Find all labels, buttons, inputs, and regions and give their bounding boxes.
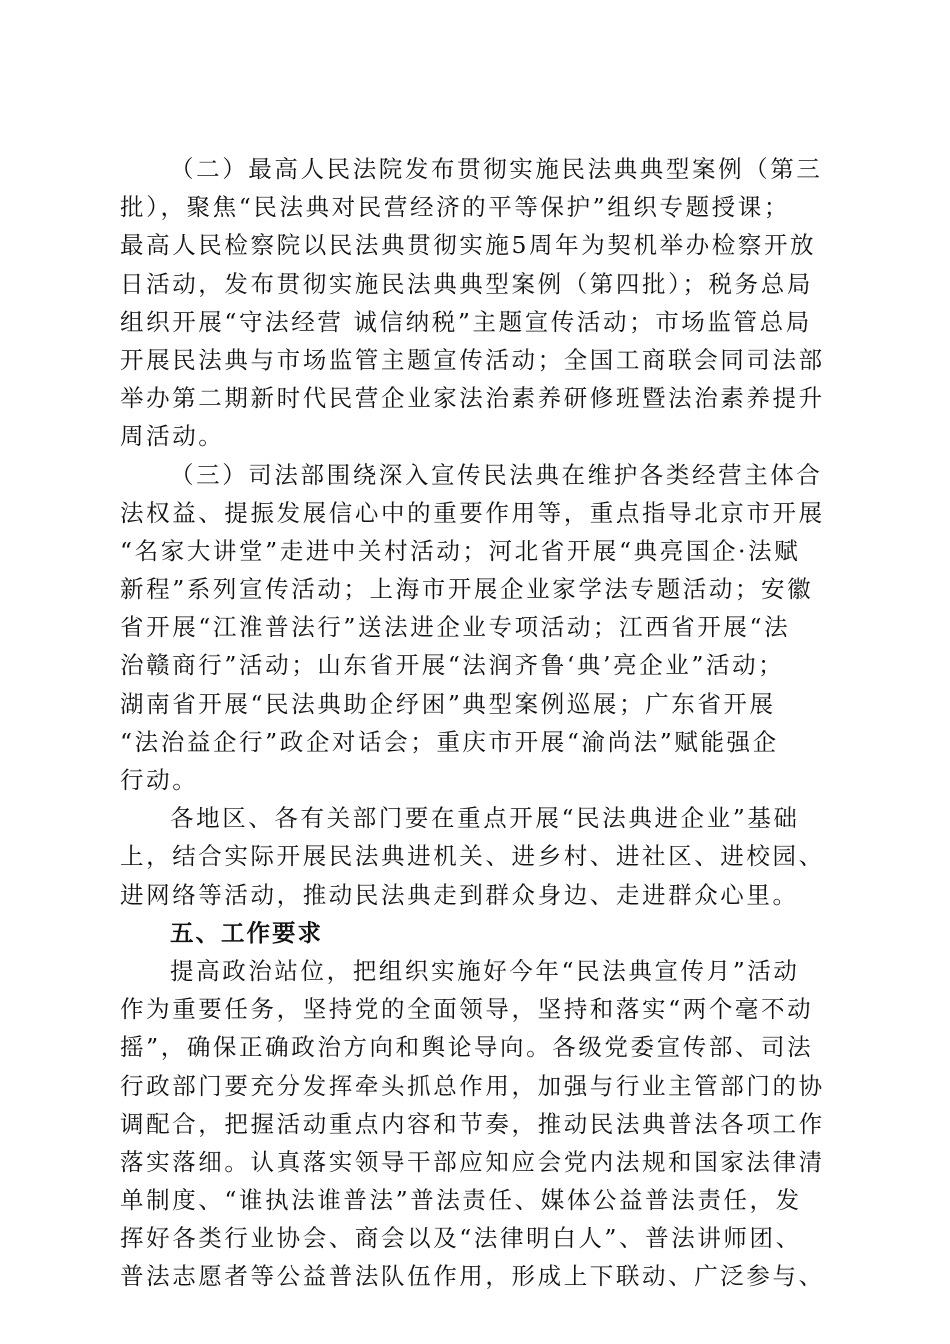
paragraph-5-line-6: 落实落细。认真落实领导干部应知应会党内法规和国家法律清: [120, 1147, 825, 1176]
paragraph-3-line-2: 法权益、提振发展信心中的重要作用等，重点指导北京市开展: [120, 498, 825, 527]
paragraph-4-line-3: 进网络等活动，推动民法典走到群众身边、走进群众心里。: [120, 880, 799, 909]
section-heading: 五、工作要求: [170, 918, 323, 947]
paragraph-5-line-3: 摇”，确保正确政治方向和舆论导向。各级党委宣传部、司法: [120, 1033, 814, 1062]
paragraph-3-line-6: 治赣商行”活动；山东省开展“法润齐鲁‘典’亮企业”活动；: [120, 651, 785, 680]
paragraph-3-line-5: 省开展“江淮普法行”送法进企业专项活动；江西省开展“法: [120, 613, 791, 642]
paragraph-3-line-4: 新程”系列宣传活动；上海市开展企业家学法专题活动；安徽: [120, 575, 814, 604]
paragraph-3-line-1: （三）司法部围绕深入宣传民法典在维护各类经营主体合: [170, 460, 823, 489]
paragraph-3-line-9: 行动。: [120, 766, 199, 794]
paragraph-2-line-1: （二）最高人民法院发布贯彻实施民法典典型案例（第三: [170, 155, 823, 183]
paragraph-4-line-1: 各地区、各有关部门要在重点开展“民法典进企业”基础: [170, 804, 800, 833]
paragraph-5-line-8: 挥好各类行业协会、商会以及“法律明白人”、普法讲师团、: [120, 1224, 802, 1253]
paragraph-5-line-5: 调配合，把握活动重点内容和节奏，推动民法典普法各项工作: [120, 1109, 825, 1138]
paragraph-3-line-7: 湖南省开展“民法典助企纾困”典型案例巡展；广东省开展: [120, 689, 776, 718]
paragraph-5-line-7: 单制度、“谁执法谁普法”普法责任、媒体公益普法责任，发: [120, 1186, 802, 1215]
paragraph-5-line-2: 作为重要任务，坚持党的全面领导，坚持和落实“两个毫不动: [120, 995, 814, 1024]
paragraph-3-line-3: “名家大讲堂”走进中关村活动；河北省开展“典亮国企·法赋: [120, 536, 801, 565]
paragraph-2-line-6: 开展民法典与市场监管主题宣传活动；全国工商联会同司法部: [120, 345, 825, 374]
paragraph-2-line-4: 日活动，发布贯彻实施民法典典型案例（第四批）；税务总局: [120, 269, 813, 298]
paragraph-2-line-3: 最高人民检察院以民法典贯彻实施5周年为契机举办检察开放: [120, 231, 817, 260]
paragraph-5-line-1: 提高政治站位，把组织实施好今年“民法典宣传月”活动: [170, 956, 800, 985]
paragraph-5-line-4: 行政部门要充分发挥牵头抓总作用，加强与行业主管部门的协: [120, 1071, 825, 1100]
paragraph-3-line-8: “法治益企行”政企对话会；重庆市开展“渝尚法”赋能强企: [120, 727, 779, 756]
document-body: [120, 150, 832, 1296]
paragraph-5-line-9: 普法志愿者等公益普法队伍作用，形成上下联动、广泛参与、: [120, 1262, 825, 1291]
paragraph-4-line-2: 上，结合实际开展民法典进机关、进乡村、进社区、进校园、: [120, 842, 825, 871]
paragraph-2-line-8: 周活动。: [120, 422, 225, 451]
paragraph-2-line-5: 组织开展“守法经营 诚信纳税”主题宣传活动；市场监管总局: [120, 307, 812, 336]
paragraph-2-line-7: 举办第二期新时代民营企业家法治素养研修班暨法治素养提升: [120, 384, 825, 413]
paragraph-2-line-2: 批），聚焦“民法典对民营经济的平等保护”组织专题授课；: [120, 193, 790, 222]
